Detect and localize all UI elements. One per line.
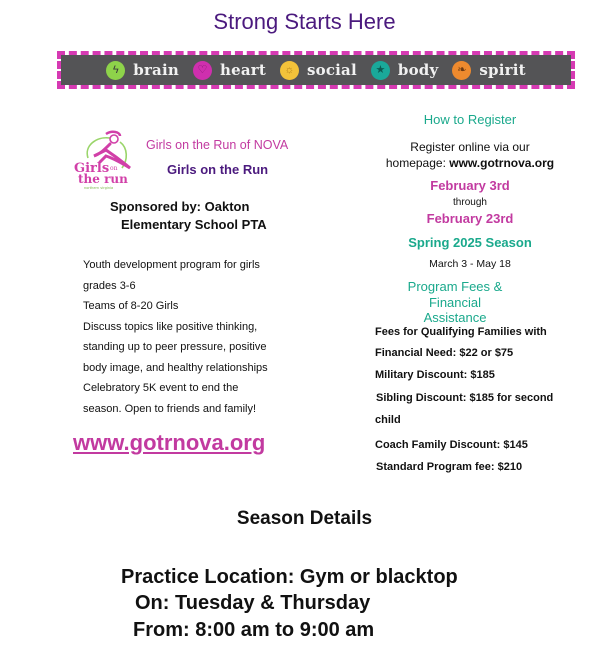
- fee-line: Financial Need: $22 or $75: [375, 347, 514, 359]
- practice-time: From: 8:00 am to 9:00 am: [133, 619, 375, 641]
- program-info-line: Youth development program for girls: [83, 259, 260, 271]
- program-info-line: standing up to peer pressure, positive: [83, 341, 267, 353]
- program-info-line: season. Open to friends and family!: [83, 402, 257, 415]
- program-info-line: Celebratory 5K event to end the: [83, 382, 239, 394]
- practice-location: Practice Location: Gym or blacktop: [121, 566, 458, 588]
- banner-item-spirit: [452, 61, 525, 80]
- banner-item-brain: [106, 61, 179, 80]
- register-instructions: [360, 139, 580, 171]
- registration-start-date: February 3rd: [430, 178, 510, 193]
- sponsor-line-2: Elementary School PTA: [121, 217, 267, 232]
- season-title: Spring 2025 Season: [408, 235, 532, 250]
- banner-item-social: [280, 61, 357, 80]
- fees-title-line: Financial: [428, 294, 482, 310]
- star-icon: ★: [371, 61, 390, 80]
- org-name: Girls on the Run of NOVA: [146, 138, 289, 152]
- banner-label: heart: [219, 61, 266, 79]
- website-link[interactable]: www.gotrnova.org: [73, 430, 266, 455]
- girls-on-the-run-logo: [70, 128, 140, 190]
- svg-text:the run: the run: [78, 172, 128, 186]
- sun-icon: ☼: [280, 61, 299, 80]
- season-details-title: Season Details: [236, 508, 373, 529]
- program-info-line: Teams of 8-20 Girls: [83, 300, 179, 312]
- banner-item-body: [371, 61, 439, 80]
- program-info: [83, 256, 268, 420]
- banner-label: spirit: [479, 61, 526, 79]
- svg-text:Girls: Girls: [74, 161, 110, 176]
- registration-end-date: February 23rd: [426, 211, 514, 226]
- program-info-line: grades 3-6: [83, 279, 136, 292]
- through-text: through: [453, 197, 487, 208]
- svg-text:northern virginia: northern virginia: [84, 186, 114, 190]
- lightning-icon: ϟ: [106, 61, 125, 80]
- sponsor-text: [110, 198, 267, 234]
- runner-logo-icon: [70, 128, 140, 190]
- fees-title-line: Assistance: [423, 310, 487, 325]
- fee-line: Sibling Discount: $185 for second: [376, 392, 554, 404]
- fee-line: Standard Program fee: $210: [376, 461, 523, 473]
- how-to-register-title: How to Register: [423, 112, 517, 127]
- fees-title-line: Program Fees &: [407, 279, 503, 294]
- fee-line: Coach Family Discount: $145: [375, 439, 528, 451]
- fees-title: [390, 279, 520, 326]
- register-line-1: Register online via our: [410, 140, 530, 154]
- register-line-2-prefix: homepage:: [385, 156, 450, 170]
- svg-text:on: on: [110, 165, 118, 172]
- banner-item-heart: [193, 61, 266, 80]
- register-url: www.gotrnova.org: [449, 156, 555, 170]
- practice-days: On: Tuesday & Thursday: [135, 592, 371, 614]
- banner-label: brain: [133, 61, 179, 79]
- org-subtitle: Girls on the Run: [167, 162, 269, 177]
- fee-line: Military Discount: $185: [375, 369, 495, 381]
- program-info-line: Discuss topics like positive thinking,: [83, 320, 258, 333]
- sponsor-line-1: Sponsored by: Oakton: [110, 199, 250, 214]
- register-line-2: [360, 155, 580, 171]
- butterfly-icon: ❧: [452, 61, 471, 80]
- season-dates: March 3 - May 18: [429, 258, 511, 270]
- values-banner-bar: [61, 55, 571, 85]
- program-info-line: body image, and healthy relationships: [83, 361, 268, 374]
- fee-line: Fees for Qualifying Families with: [375, 326, 547, 338]
- values-banner: [57, 51, 575, 89]
- banner-label: social: [306, 61, 357, 79]
- fee-line: child: [375, 414, 401, 426]
- headline: Strong Starts Here: [213, 9, 396, 34]
- banner-label: body: [397, 61, 439, 79]
- heart-icon: ♡: [193, 61, 212, 80]
